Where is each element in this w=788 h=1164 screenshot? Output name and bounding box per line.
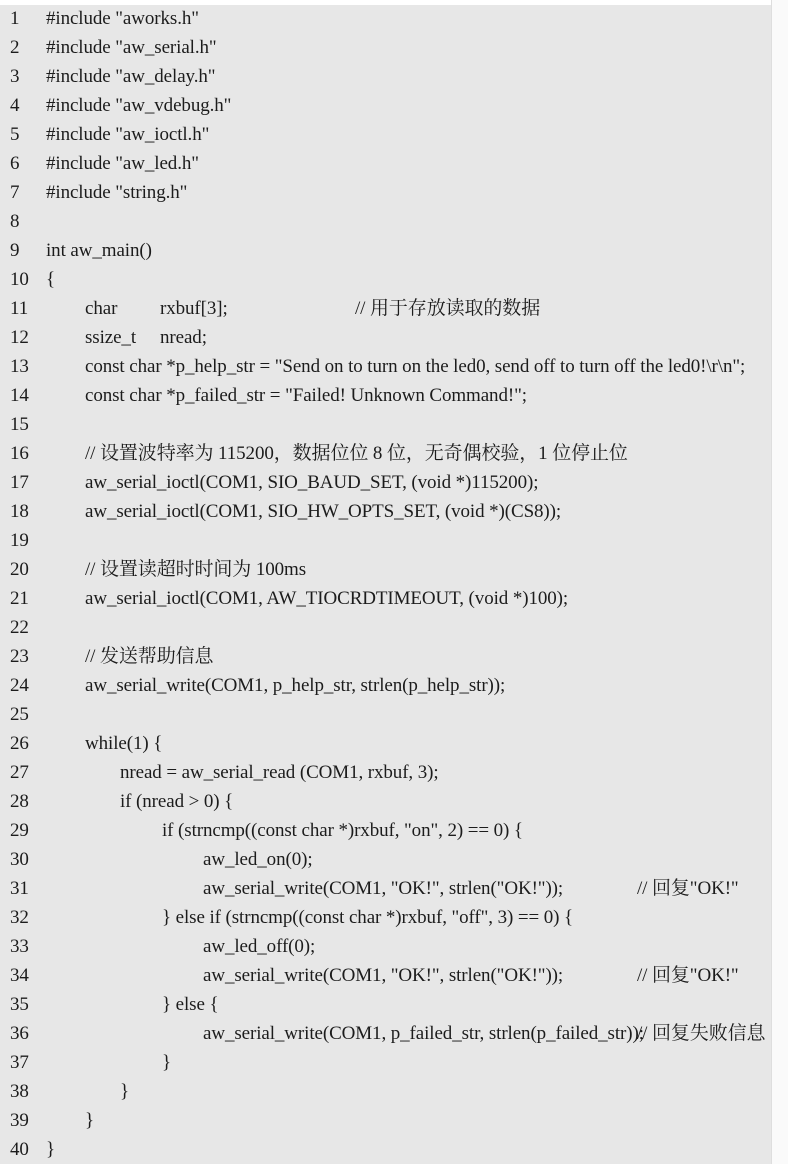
line-number: 40 [10, 1139, 29, 1160]
line-number: 26 [10, 733, 29, 754]
code-text: aw_serial_ioctl(COM1, SIO_HW_OPTS_SET, (void *)(CS8)); [85, 501, 562, 522]
line-number: 4 [10, 95, 20, 116]
line-number: 11 [10, 298, 29, 319]
line-number: 18 [10, 501, 29, 522]
code-text-column2: rxbuf[3]; [160, 298, 228, 319]
code-comment: // 回复"OK!" [637, 878, 739, 899]
line-number: 31 [10, 878, 29, 899]
code-text: #include "aw_serial.h" [46, 37, 217, 58]
line-number: 17 [10, 472, 29, 493]
code-text: } [120, 1081, 130, 1102]
code-line [0, 671, 788, 700]
line-number: 9 [10, 240, 20, 261]
code-line [0, 526, 788, 555]
code-text: // 发送帮助信息 [85, 646, 214, 667]
code-text: // 设置读超时时间为 100ms [85, 559, 307, 580]
line-number: 23 [10, 646, 29, 667]
code-line [0, 149, 788, 178]
code-line [0, 497, 788, 526]
line-number: 7 [10, 182, 20, 203]
code-line [0, 1077, 788, 1106]
code-line [0, 903, 788, 932]
code-comment: // 用于存放读取的数据 [355, 298, 541, 319]
code-line [0, 178, 788, 207]
code-line [0, 1048, 788, 1077]
code-line [0, 874, 788, 903]
code-text: if (strncmp((const char *)rxbuf, "on", 2) == 0) { [162, 820, 523, 841]
code-text: nread = aw_serial_read (COM1, rxbuf, 3); [120, 762, 439, 783]
code-line [0, 1135, 788, 1164]
code-line [0, 294, 788, 323]
line-number: 5 [10, 124, 20, 145]
code-comment: // 回复失败信息 [637, 1023, 766, 1044]
code-text: aw_serial_write(COM1, p_failed_str, strlen(p_failed_str)); [203, 1023, 644, 1044]
code-text: #include "aw_led.h" [46, 153, 199, 174]
code-text: #include "aw_vdebug.h" [46, 95, 232, 116]
code-text: aw_led_off(0); [203, 936, 316, 957]
code-line [0, 1019, 788, 1048]
code-text: const char *p_failed_str = "Failed! Unknown Command!"; [85, 385, 527, 406]
line-number: 21 [10, 588, 29, 609]
code-line [0, 265, 788, 294]
code-text: } [46, 1139, 56, 1160]
code-line [0, 381, 788, 410]
code-text: while(1) { [85, 733, 163, 754]
code-text: #include "aw_delay.h" [46, 66, 216, 87]
line-number: 34 [10, 965, 29, 986]
line-number: 22 [10, 617, 29, 638]
code-line [0, 729, 788, 758]
code-text: } [85, 1110, 95, 1131]
code-line [0, 758, 788, 787]
code-line [0, 932, 788, 961]
code-text: #include "string.h" [46, 182, 188, 203]
line-number: 35 [10, 994, 29, 1015]
line-number: 39 [10, 1110, 29, 1131]
code-line [0, 845, 788, 874]
code-text: aw_serial_write(COM1, p_help_str, strlen(p_help_str)); [85, 675, 506, 696]
code-comment: // 回复"OK!" [637, 965, 739, 986]
line-number: 3 [10, 66, 20, 87]
line-number: 14 [10, 385, 29, 406]
code-text: aw_led_on(0); [203, 849, 313, 870]
code-line [0, 584, 788, 613]
code-text: { [46, 269, 56, 290]
line-number: 24 [10, 675, 29, 696]
code-line [0, 207, 788, 236]
code-line [0, 120, 788, 149]
line-number: 38 [10, 1081, 29, 1102]
code-text: ssize_t [85, 327, 137, 348]
line-number: 16 [10, 443, 29, 464]
code-text: aw_serial_write(COM1, "OK!", strlen("OK!")); [203, 878, 564, 899]
code-text: aw_serial_ioctl(COM1, SIO_BAUD_SET, (void *)115200); [85, 472, 539, 493]
code-line [0, 410, 788, 439]
code-line [0, 642, 788, 671]
code-text: } [162, 1052, 172, 1073]
line-number: 6 [10, 153, 20, 174]
code-line [0, 961, 788, 990]
code-text: // 设置波特率为 115200，数据位位 8 位，无奇偶校验，1 位停止位 [85, 443, 628, 464]
line-number: 27 [10, 762, 29, 783]
code-line [0, 468, 788, 497]
code-line [0, 439, 788, 468]
code-text-column2: nread; [160, 327, 207, 348]
code-line [0, 700, 788, 729]
code-line [0, 236, 788, 265]
code-line [0, 62, 788, 91]
line-number: 15 [10, 414, 29, 435]
code-line [0, 816, 788, 845]
code-text: const char *p_help_str = "Send on to turn on the led0, send off to turn off the led0!\r\n"; [85, 356, 746, 377]
line-number: 36 [10, 1023, 29, 1044]
code-line [0, 91, 788, 120]
line-number: 33 [10, 936, 29, 957]
code-text: aw_serial_ioctl(COM1, AW_TIOCRDTIMEOUT, (void *)100); [85, 588, 569, 609]
code-text: } else { [162, 994, 219, 1015]
code-text: } else if (strncmp((const char *)rxbuf, "off", 3) == 0) { [162, 907, 574, 928]
code-text: if (nread > 0) { [120, 791, 234, 812]
code-line [0, 787, 788, 816]
line-number: 8 [10, 211, 20, 232]
code-line [0, 990, 788, 1019]
line-number: 19 [10, 530, 29, 551]
code-line [0, 323, 788, 352]
code-line [0, 1106, 788, 1135]
code-text: aw_serial_write(COM1, "OK!", strlen("OK!")); [203, 965, 564, 986]
code-text: int aw_main() [46, 240, 152, 261]
code-text: #include "aw_ioctl.h" [46, 124, 210, 145]
code-line [0, 555, 788, 584]
code-text: #include "aworks.h" [46, 8, 199, 29]
line-number: 32 [10, 907, 29, 928]
code-text: char [85, 298, 118, 319]
line-number: 2 [10, 37, 20, 58]
line-number: 29 [10, 820, 29, 841]
code-line [0, 4, 788, 33]
line-number: 12 [10, 327, 29, 348]
line-number: 10 [10, 269, 29, 290]
line-number: 37 [10, 1052, 29, 1073]
line-number: 20 [10, 559, 29, 580]
line-number: 28 [10, 791, 29, 812]
code-line [0, 33, 788, 62]
line-number: 1 [10, 8, 20, 29]
line-number: 30 [10, 849, 29, 870]
code-line [0, 613, 788, 642]
line-number: 25 [10, 704, 29, 725]
code-line [0, 352, 788, 381]
line-number: 13 [10, 356, 29, 377]
